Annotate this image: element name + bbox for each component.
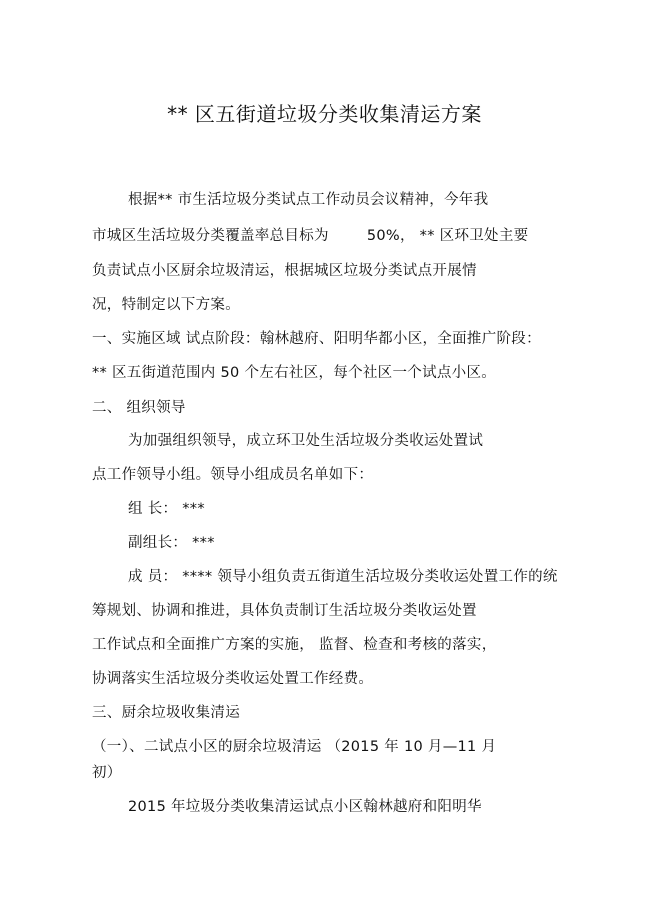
section2-members-line-3: 工作试点和全面推广方案的实施， 监督、检查和考核的落实， (92, 637, 497, 653)
intro-line-3: 负责试点小区厨余垃圾清运，根据城区垃圾分类试点开展情 (92, 263, 477, 279)
document-title: ** 区五街道垃圾分类收集清运方案 (167, 102, 482, 126)
section3-heading: 三、厨余垃圾收集清运 (92, 705, 240, 721)
section2-members-line-1: 成 员： **** 领导小组负责五街道生活垃圾分类收运处置工作的统 (128, 569, 558, 585)
section3-sub1-line-1: （一）、二试点小区的厨余垃圾清运 （2015 年 10 月—11 月 (92, 739, 497, 755)
section2-line-2: 点工作领导小组。领导小组成员名单如下： (92, 467, 374, 483)
section2-members-line-4: 协调落实生活垃圾分类收运处置工作经费。 (92, 671, 374, 687)
intro-line-1: 根据** 市生活垃圾分类试点工作动员会议精神，今年我 (128, 192, 489, 208)
intro-line-2 (92, 226, 528, 246)
intro-line-2-a: 市城区生活垃圾分类覆盖率总目标为 (92, 228, 329, 244)
section2-deputy: 副组长： *** (128, 535, 215, 551)
section2-leader: 组 长： *** (128, 501, 205, 517)
section2-line-1: 为加强组织领导，成立环卫处生活垃圾分类收运处置试 (128, 433, 484, 449)
section2-heading: 二、 组织领导 (92, 400, 186, 416)
intro-line-4: 况，特制定以下方案。 (92, 297, 240, 313)
section2-members-line-2: 筹规划、协调和推进，具体负责制订生活垃圾分类收运处置 (92, 603, 477, 619)
section1-line-2: ** 区五街道范围内 50 个左右社区，每个社区一个试点小区。 (92, 365, 497, 381)
intro-line-2-b: 50%， ** 区环卫处主要 (366, 228, 529, 244)
section3-sub1-line-2: 初） (92, 765, 122, 781)
section1-line-1: 一、实施区域 试点阶段：翰林越府、阳明华都小区，全面推广阶段： (92, 331, 541, 347)
section3-sub1-text-line-1: 2015 年垃圾分类收集清运试点小区翰林越府和阳明华 (128, 799, 482, 815)
